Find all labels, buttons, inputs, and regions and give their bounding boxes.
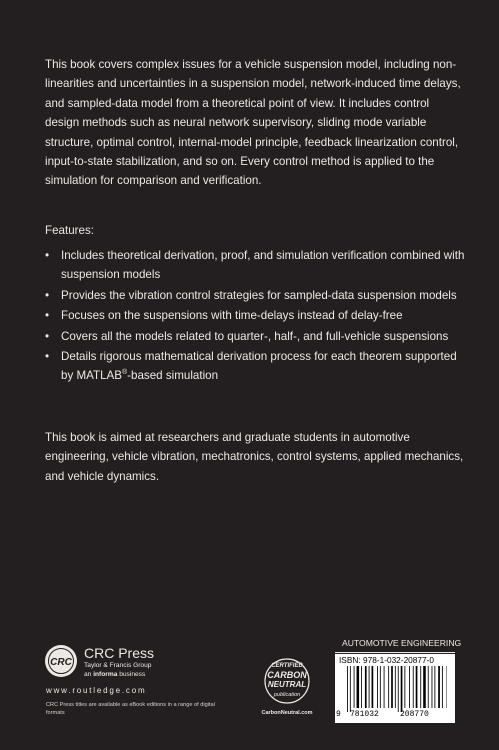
category-label: AUTOMOTIVE ENGINEERING <box>342 638 462 648</box>
barcode-bar <box>395 666 396 708</box>
barcode-bar <box>347 666 348 712</box>
publisher-group: Taylor & Francis Group <box>84 662 152 669</box>
crc-press-logo-icon <box>44 644 78 678</box>
barcode-lead-digit: 9 <box>336 710 341 719</box>
bullet-icon: • <box>45 309 50 323</box>
feature-item <box>45 286 465 305</box>
seal-publication: publication <box>273 692 301 698</box>
publisher-url: www.routledge.com <box>46 686 147 695</box>
seal-carbon: CARBON <box>267 670 307 680</box>
barcode-bar <box>413 666 414 708</box>
features-list <box>45 246 465 387</box>
crc-logo-text: CRC <box>50 657 72 668</box>
barcode-bars-icon <box>343 666 447 712</box>
feature-item <box>45 246 465 285</box>
barcode-bar <box>442 666 443 708</box>
barcode-bar <box>380 666 381 708</box>
barcode-bar <box>391 666 393 708</box>
barcode-bar <box>416 666 418 708</box>
barcode-bar <box>398 666 399 712</box>
barcode-bar <box>401 666 403 712</box>
feature-text: Focuses on the suspensions with time-delays instead of delay-free <box>61 309 403 323</box>
audience-paragraph: This book is aimed at researchers and graduate students in automotive engineering, vehicle vibration, mechatronics, control systems, applied mechanics, and vehicle dynamics. <box>45 431 464 483</box>
barcode-bar <box>361 666 362 708</box>
barcode-right-digits: 208770 <box>400 710 429 719</box>
isbn-barcode <box>335 654 455 723</box>
barcode-left-digits: 781032 <box>350 710 379 719</box>
feature-text: Provides the vibration control strategies for sampled-data suspension models <box>61 288 457 302</box>
feature-text: Covers all the models related to quarter-, half-, and full-vehicle suspensions <box>61 329 449 343</box>
feature-text: Includes theoretical derivation, proof, and simulation verification combined with suspension models <box>61 249 465 282</box>
barcode-bar <box>388 666 389 708</box>
barcode-bar <box>377 666 378 708</box>
carbon-neutral-seal-icon <box>258 654 316 718</box>
barcode-bar <box>372 666 374 708</box>
feature-item <box>45 306 465 325</box>
feature-text: Details rigorous mathematical derivation process for each theorem supported by MATLAB®-based simulation <box>61 350 457 383</box>
publisher-business: an informa business <box>84 671 146 678</box>
bullet-icon: • <box>45 329 50 343</box>
bullet-icon: • <box>45 249 50 262</box>
barcode-bar <box>357 666 360 708</box>
barcode-bar <box>404 666 405 708</box>
features-heading: Features: <box>45 224 94 237</box>
bullet-icon: • <box>45 288 50 302</box>
barcode-bar <box>423 666 426 708</box>
barcode-bar <box>365 666 367 708</box>
seal-certified: CERTIFIED <box>271 663 303 669</box>
feature-item <box>45 327 465 346</box>
isbn-text: ISBN: 978-1-032-20877-0 <box>339 655 435 665</box>
ebook-note: CRC Press titles are available as eBook editions in a range of digital formats <box>46 702 215 716</box>
barcode-bar <box>350 666 351 712</box>
publisher-name: CRC Press <box>84 645 155 661</box>
barcode-bar <box>384 666 385 708</box>
bullet-icon: • <box>45 350 50 364</box>
barcode-bar <box>434 666 435 708</box>
barcode-bar <box>428 666 429 708</box>
barcode-bar <box>369 666 370 708</box>
description-paragraph: This book covers complex issues for a vehicle suspension model, including non-linearities and uncertainties in a suspension model, network-induced time delays, and sampled-data model from a theoretical point of view. It includes control design methods such as neural network supervisory, sliding mode variable structure, optimal control, internal-model principle, feedback linearization control, input-to-state stabilization, and so on. Every control method is applied to the simulation for comparison and verification. <box>45 58 461 188</box>
seal-website: CarbonNeutral.com <box>261 710 313 716</box>
barcode-bar <box>354 666 355 708</box>
registered-mark: ® <box>122 369 128 377</box>
barcode-bar <box>438 666 440 708</box>
barcode-bar <box>409 666 410 708</box>
feature-item <box>45 347 465 386</box>
seal-neutral: NEUTRAL <box>267 680 307 689</box>
barcode-bar <box>432 666 433 708</box>
barcode-bar <box>420 666 421 708</box>
